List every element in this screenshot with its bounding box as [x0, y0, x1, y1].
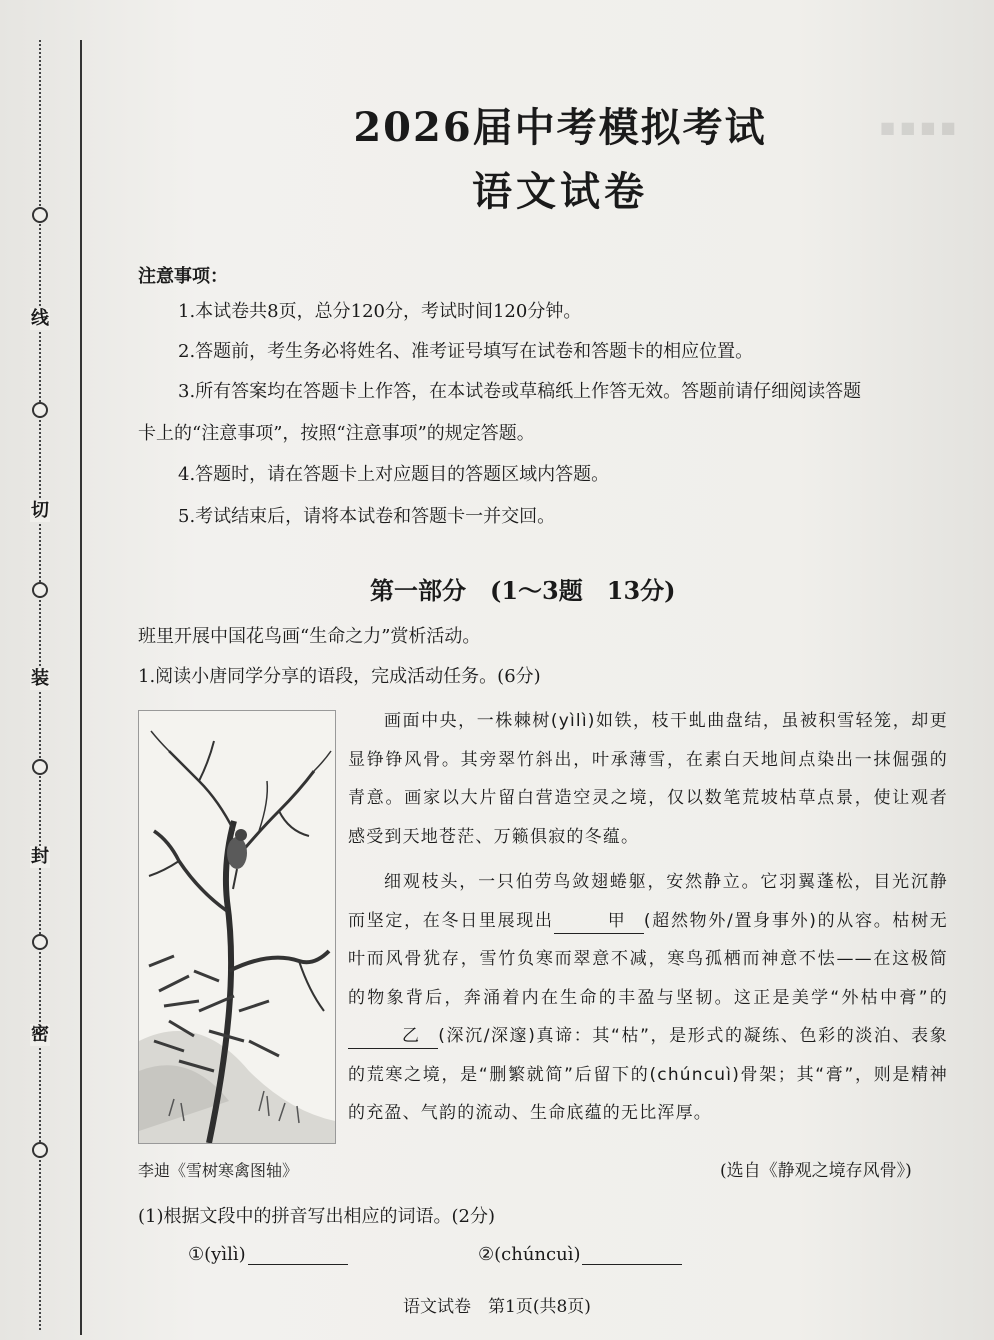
essay-text: 细观枝头，一只伯劳鸟敛翅蜷躯，安然静立。它羽翼蓬松，目光沉静而坚定，在冬日里展现出: [348, 872, 948, 931]
blank-label: ②(chúncuì): [478, 1244, 581, 1265]
answer-blank-2[interactable]: [478, 1244, 682, 1265]
binding-char-zhuang: 装: [31, 668, 49, 689]
note-text: 2.答题前，考生务必将姓名、准考证号填写在试卷和答题卡的相应位置。: [178, 341, 754, 362]
binding-hole-icon: [32, 582, 48, 598]
binding-char-xian: 线: [31, 308, 49, 329]
binding-char-feng: 封: [31, 846, 49, 867]
blank-yi: 乙: [348, 1024, 438, 1049]
note-item: [138, 497, 948, 537]
question-1: 1.阅读小唐同学分享的语段，完成活动任务。(6分): [138, 666, 541, 687]
answer-line[interactable]: [248, 1246, 348, 1265]
activity-intro: 班里开展中国花鸟画“生命之力”赏析活动。: [138, 626, 481, 647]
answer-line[interactable]: [582, 1246, 682, 1265]
essay-passage-2: [348, 863, 948, 1133]
part-heading: 第一部分 (1～3题 13分): [370, 576, 676, 605]
painting-image: [138, 710, 336, 1144]
binding-hole-icon: [32, 207, 48, 223]
binding-margin: [30, 40, 50, 1330]
answer-blank-1[interactable]: [188, 1244, 348, 1265]
note-text: 1.本试卷共8页，总分120分，考试时间120分钟。: [178, 301, 582, 322]
sub-question-1: (1)根据文段中的拼音写出相应的词语。(2分): [138, 1206, 495, 1227]
page-title: 2026届中考模拟考试: [353, 104, 767, 151]
note-text: 卡上的“注意事项”，按照“注意事项”的规定答题。: [138, 423, 535, 444]
binding-char-qie: 切: [31, 500, 49, 521]
page-footer: 语文试卷 第1页(共8页): [403, 1297, 591, 1317]
margin-rule: [80, 40, 82, 1335]
note-text: 3.所有答案均在答题卡上作答，在本试卷或草稿纸上作答无效。答题前请仔细阅读答题: [178, 381, 862, 402]
binding-hole-icon: [32, 934, 48, 950]
essay-paragraph-2: [348, 863, 948, 1133]
blank-jia: 甲: [554, 909, 644, 934]
note-item: [138, 332, 948, 372]
essay-text: (超然物外/置身事外)的从容。枯树无叶而风骨犹存，雪竹负寒而翠意不减，寒鸟孤栖而神意不怯——在这极简的物象背后，奔涌着内在生命的丰盈与坚韧。这正是美学“外枯中膏”的: [348, 910, 948, 1008]
snow-tree-bird-painting-icon: [139, 711, 335, 1143]
note-text: 4.答题时，请在答题卡上对应题目的答题区域内答题。: [178, 464, 610, 485]
note-item: [138, 292, 948, 332]
binding-char-mi: 密: [31, 1024, 49, 1045]
essay-text: (深沉/深邃)真谛：其“枯”，是形式的凝练、色彩的淡泊、表象的荒寒之境，是“删繁就简”后留下的(chúncuì)骨架；其“膏”，则是精神的充盈、气韵的流动、生命底蕴的无比浑厚。: [348, 1026, 948, 1123]
note-text: 5.考试结束后，请将本试卷和答题卡一并交回。: [178, 506, 556, 527]
painting-caption: 李迪《雪树寒禽图轴》: [138, 1161, 299, 1180]
binding-hole-icon: [32, 759, 48, 775]
note-item: [138, 414, 948, 454]
binding-hole-icon: [32, 402, 48, 418]
bleed-through: ■ ■ ■ ■: [880, 118, 956, 137]
essay-passage: [348, 702, 948, 856]
essay-paragraph-1: 画面中央，一株棘树(yìlì)如铁，枝干虬曲盘结，虽被积雪轻笼，却更显铮铮风骨。其旁翠竹斜出，叶承薄雪，在素白天地间点染出一抹倔强的青意。画家以大片留白营造空灵之境，仅以数笔荒坡枯草点景，使让观者感受到天地苍茫、万籁俱寂的冬蕴。: [348, 711, 948, 847]
binding-hole-icon: [32, 1142, 48, 1158]
blank-label: ①(yìlì): [188, 1244, 246, 1265]
note-item: [138, 455, 948, 495]
note-item: [138, 372, 948, 412]
essay-source: (选自《静观之境存风骨》): [720, 1161, 912, 1181]
page-subtitle: 语文试卷: [472, 168, 648, 215]
notes-heading: 注意事项：: [138, 266, 228, 287]
